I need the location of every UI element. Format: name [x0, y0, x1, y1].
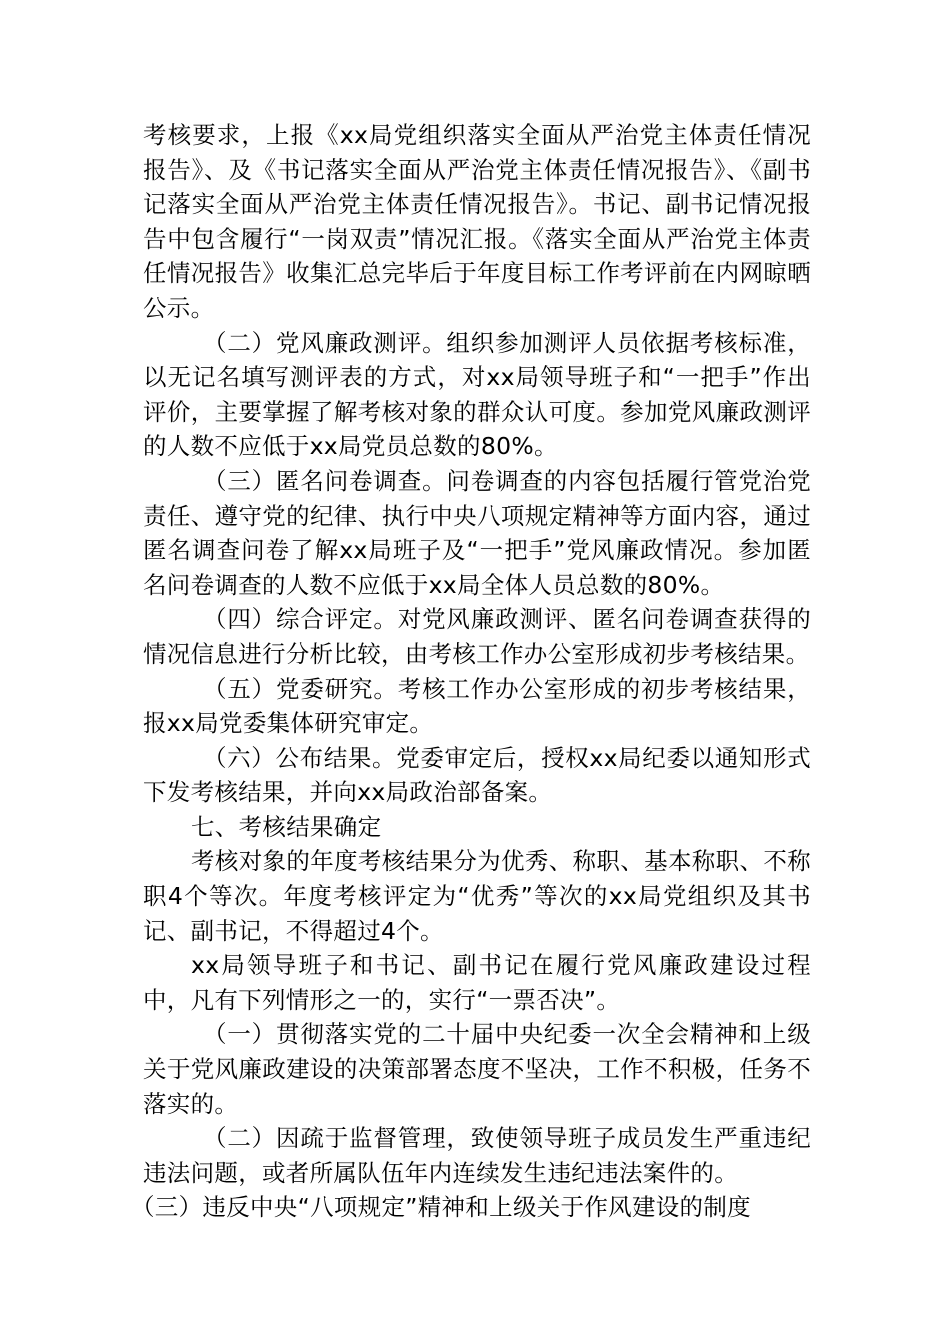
- paragraph-party-committee-review: （五）党委研究。考核工作办公室形成的初步考核结果，报xx局党委集体研究审定。: [143, 674, 811, 738]
- paragraph-comprehensive-assessment: （四）综合评定。对党风廉政测评、匿名问卷调查获得的情况信息进行分析比较，由考核工作办公室形成初步考核结果。: [143, 605, 811, 668]
- paragraph-veto-item-2: （二）因疏于监督管理，致使领导班子成员发生严重违纪违法问题，或者所属队伍年内连续发生违纪违法案件的。: [143, 1124, 811, 1187]
- paragraph-publish-results: （六）公布结果。党委审定后，授权xx局纪委以通知形式下发考核结果，并向xx局政治部备案。: [143, 743, 811, 807]
- paragraph-anonymous-survey: （三）匿名问卷调查。问卷调查的内容包括履行管党治党责任、遵守党的纪律、执行中央八项规定精神等方面内容，通过匿名调查问卷了解xx局班子及“一把手”党风廉政情况。参加匿名问卷调查的人数不应低于xx局全体人员总数的80%。: [143, 466, 811, 599]
- paragraph-one-vote-veto: xx局领导班子和书记、副书记在履行党风廉政建设过程中，凡有下列情形之一的，实行“一票否决”。: [143, 951, 811, 1014]
- paragraph-veto-item-1: （一）贯彻落实党的二十届中央纪委一次全会精神和上级关于党风廉政建设的决策部署态度不坚决，工作不积极，任务不落实的。: [143, 1020, 811, 1118]
- document-body: [131, 118, 811, 1225]
- paragraph-veto-item-3: （三）违反中央“八项规定”精神和上级关于作风建设的制度: [131, 1193, 751, 1222]
- paragraph-result-grades: 考核对象的年度考核结果分为优秀、称职、基本称职、不称职4个等次。年度考核评定为“优秀”等次的xx局党组织及其书记、副书记，不得超过4个。: [143, 847, 811, 945]
- paragraph-integrity-evaluation: （二）党风廉政测评。组织参加测评人员依据考核标准，以无记名填写测评表的方式，对xx局领导班子和“一把手”作出评价，主要掌握了解考核对象的群众认可度。参加党风廉政测评的人数不应低于xx局党员总数的80%。: [143, 328, 811, 461]
- section-heading-results: 七、考核结果确定: [191, 812, 382, 841]
- paragraph-report-requirements: 考核要求，上报《xx局党组织落实全面从严治党主体责任情况报告》、及《书记落实全面从严治党主体责任情况报告》、《副书记落实全面从严治党主体责任情况报告》。书记、副书记情况报告中包含履行“一岗双责”情况汇报。《落实全面从严治党主体责任情况报告》收集汇总完毕后于年度目标工作考评前在内网晾晒公示。: [143, 121, 811, 322]
